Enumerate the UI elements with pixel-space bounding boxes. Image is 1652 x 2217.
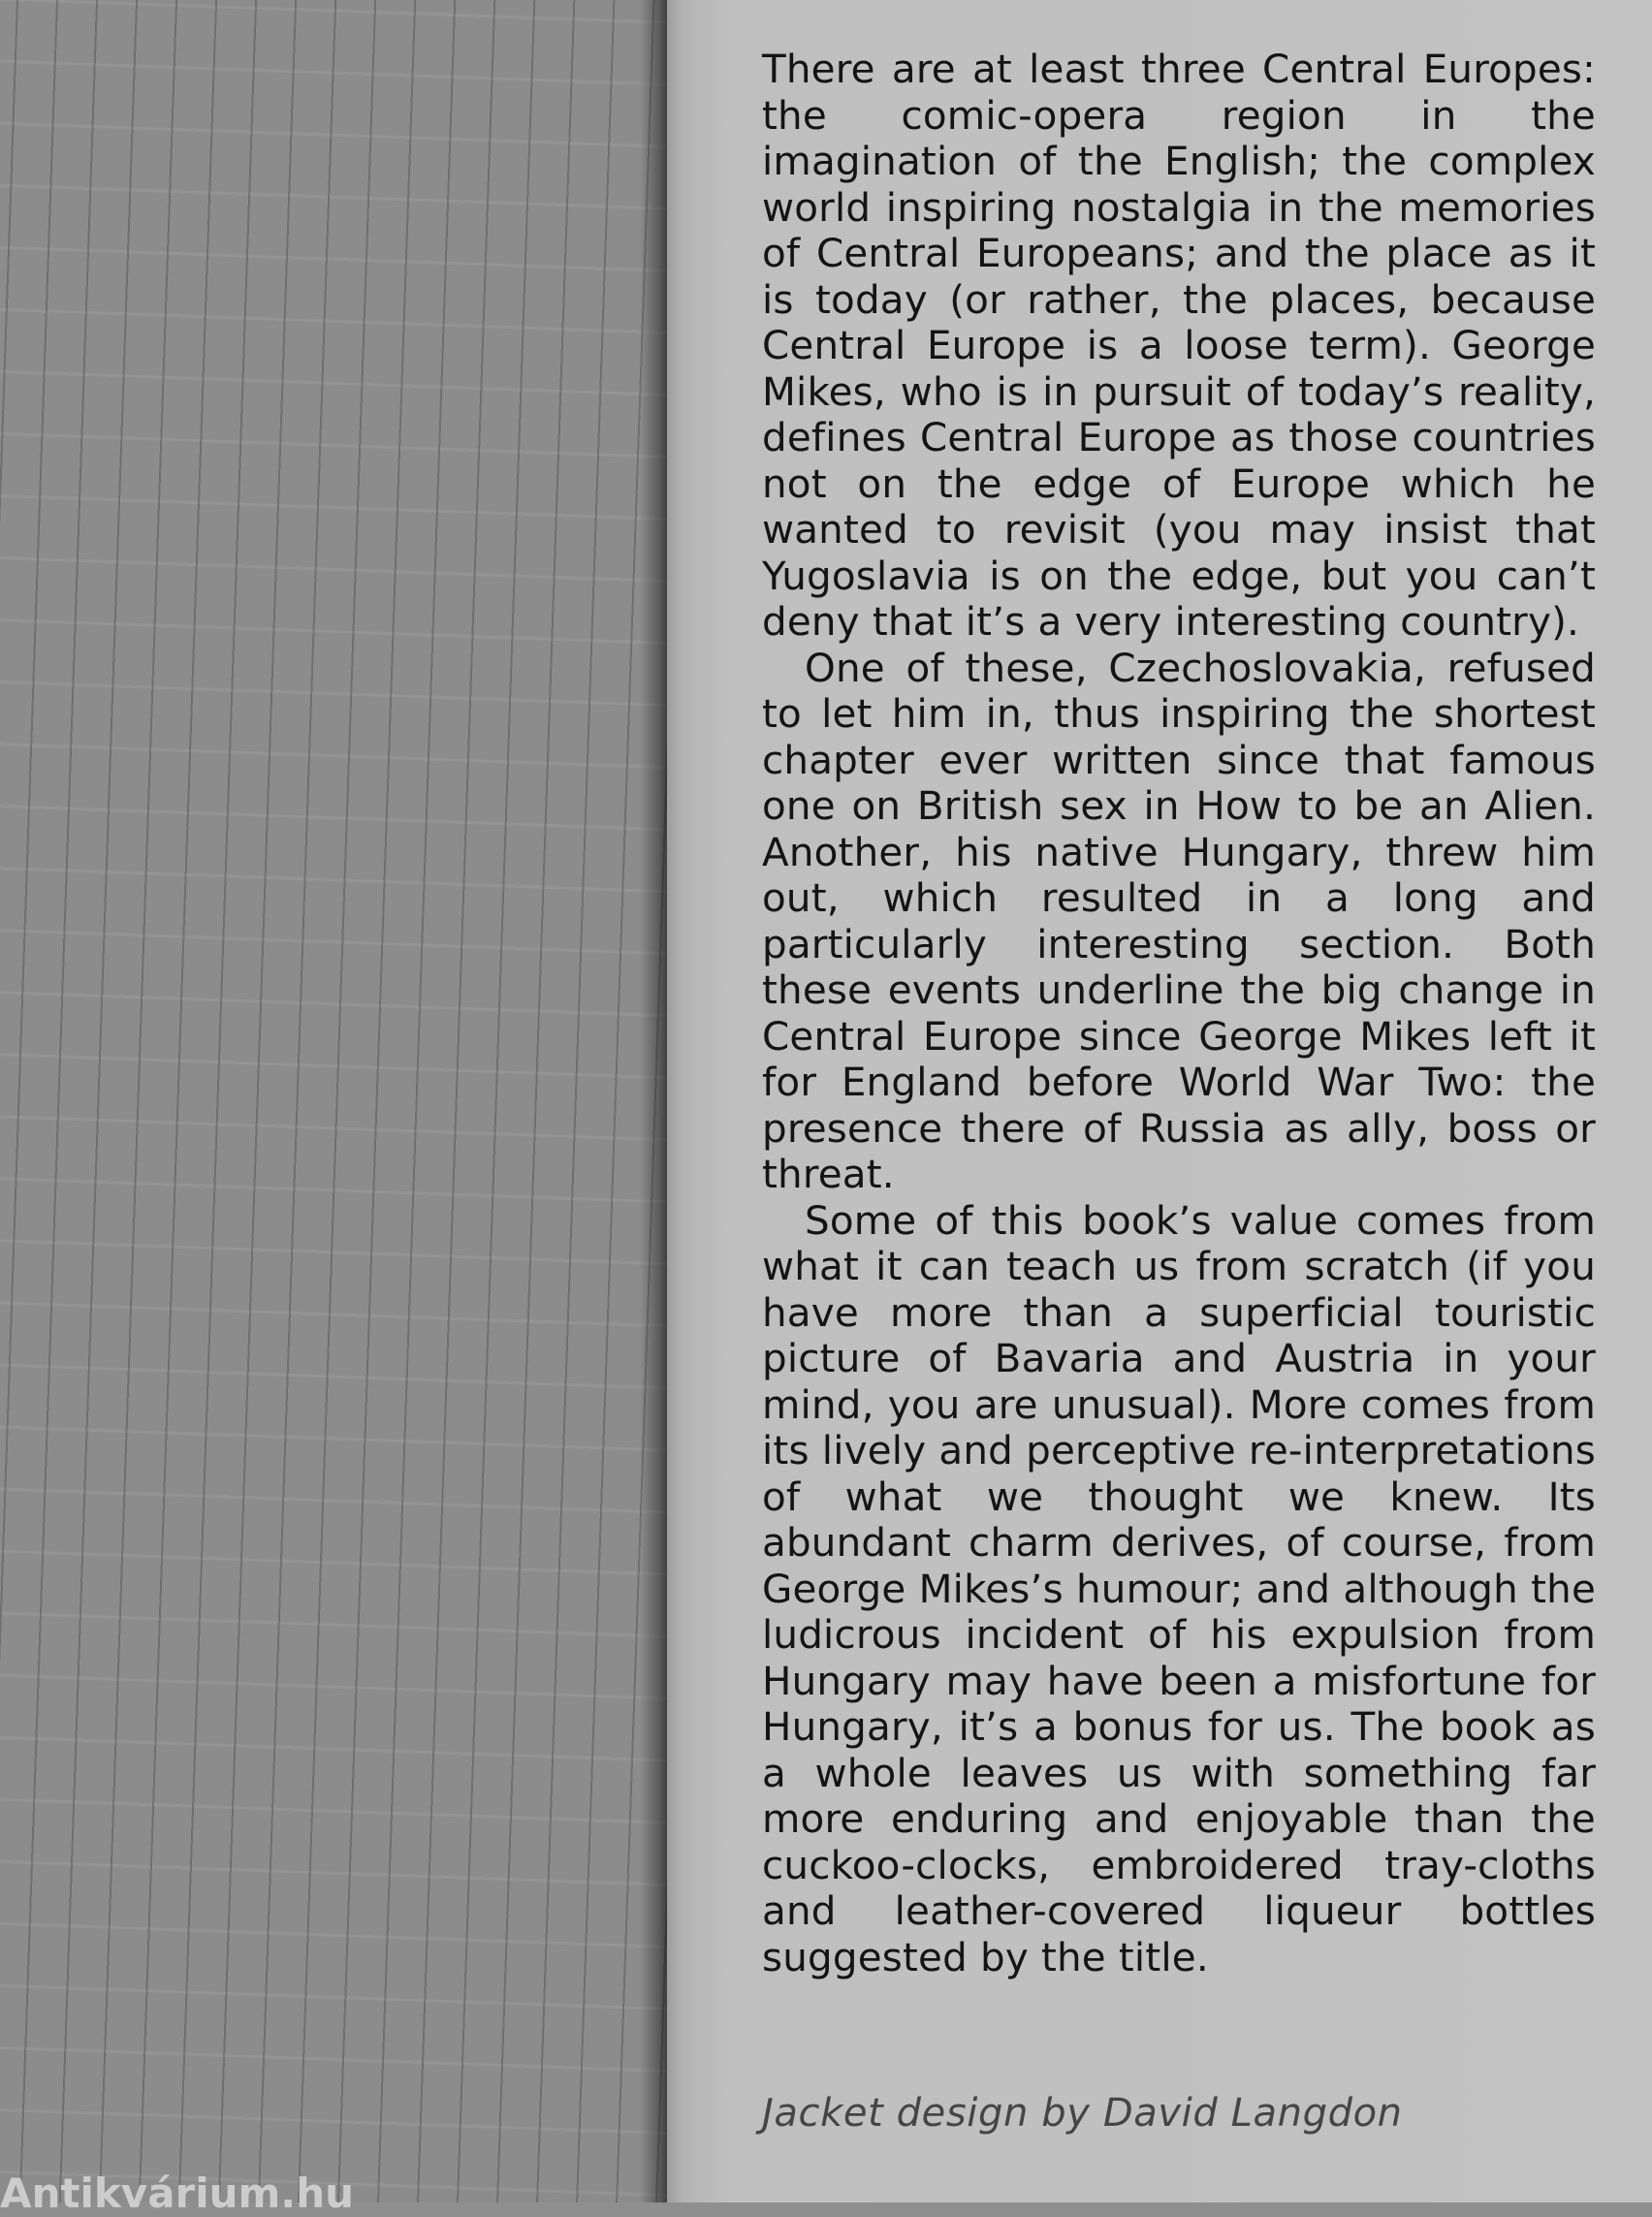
spine-shadow (640, 0, 667, 2202)
blurb-paragraph-3: Some of this book’s value comes from what it can teach us from scratch (if you have more than a superficial touristic picture of Bavaria and Austria in your mind, you are unusual). More comes from its lively and perceptive re-interpretations of what we thought we knew. Its abundant charm derives, of course, from George Mikes’s humour; and although the ludicrous incident of his expulsion from Hungary may have been a misfortune for Hungary, it’s a bonus for us. The book as a whole leaves us with something far more enduring and enjoyable than the cuckoo-clocks, embroidered tray-cloths and leather-covered liqueur bottles suggested by the title. (762, 1196, 1596, 1980)
back-cover-page (667, 0, 1652, 2202)
blurb-paragraph-2: One of these, Czechoslovakia, refused to let him in, thus inspiring the shortest chapter ever written since that famous one on British sex in How to be an Alien. Another, his native Hungary, threw him out, which resulted in a long and particularly interesting section. Both these events underline the big change in Central Europe since George Mikes left it for England before World War Two: the presence there of Russia as ally, boss or threat. (762, 644, 1596, 1197)
endpaper-pattern (0, 0, 667, 2202)
watermark: Antikvárium.hu (0, 2169, 355, 2217)
blurb-text (762, 47, 1596, 1980)
jacket-credit: Jacket design by David Langdon (762, 2091, 1403, 2136)
blurb-paragraph-1: There are at least three Central Europes: the comic-opera region in the imagination of the English; the complex world inspiring nostalgia in the memories of Central Europeans; and the place as it is today (or rather, the places, because Central Europe is a loose term). George Mikes, who is in pursuit of today’s reality, defines Central Europe as those countries not on the edge of Europe which he wanted to revisit (you may insist that Yugoslavia is on the edge, but you can’t deny that it’s a very interesting country). (762, 46, 1596, 645)
